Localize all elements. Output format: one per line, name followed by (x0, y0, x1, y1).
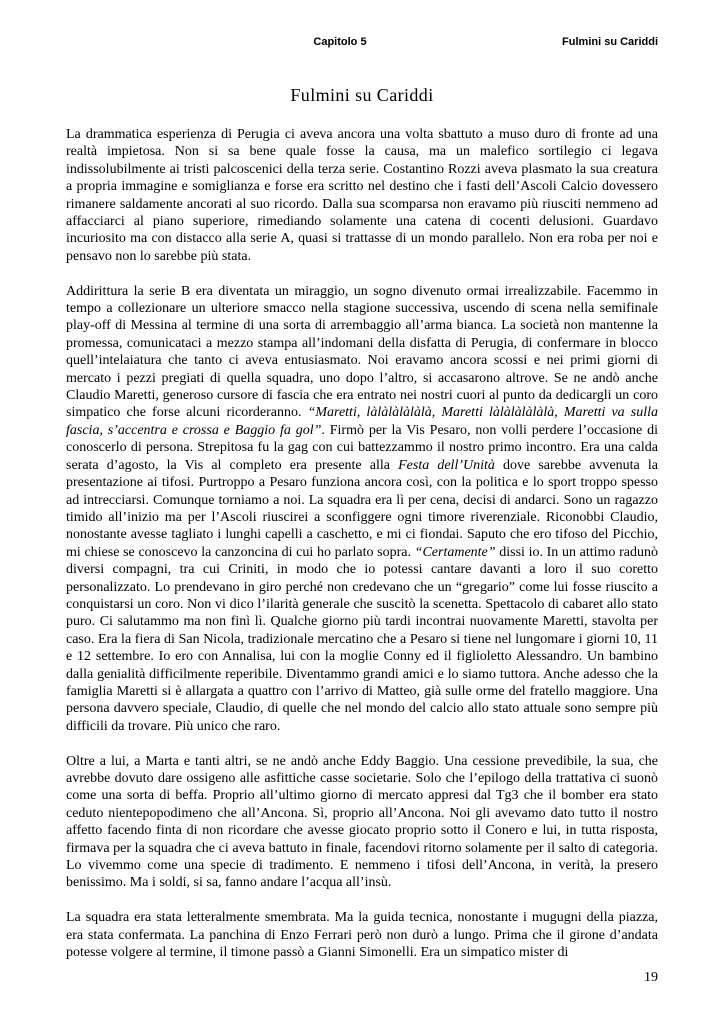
paragraph: La squadra era stata letteralmente smembrata. Ma la guida tecnica, nonostante i mugugni della piazza, era stata confermata. La panchina di Enzo Ferrari però non durò a lungo. Prima che il girone d’andata potesse volgere al termine, il timone passò a Gianni Simonelli. Era un simpatico mister di (66, 910, 658, 961)
paragraph: Addirittura la serie B era diventata un miraggio, un sogno divenuto ormai irrealizzabile. Facemmo in tempo a collezionare un ulteriore smacco nella stagione successiva, uscendo di scena nella semifinale play-off di Messina al termine di una sorta di arrembaggio all’arma bianca. La società non mantenne la promessa, comunicataci a mezzo stampa all’indomani della disfatta di Perugia, di confermare in blocco quell’intelaiatura che tanto ci aveva entusiasmato. Noi eravamo ancora scossi e nei primi giorni di mercato i pezzi pregiati di quella squadra, uno dopo l’altro, si accasarono altrove. Se ne andò anche Claudio Maretti, generoso cursore di fascia che era entrato nei nostri cuori al punto da dedicargli un coro simpatico che forse alcuni ricorderanno. “Maretti, làlàlàlàlàlà, Maretti làlàlàlàlàlà, Maretti va sulla fascia, s’accentra e crossa e Baggio fa gol”. Firmò per la Vis Pesaro, non volli perdere l’occasione di conoscerlo di persona. Strepitosa fu la gag con cui battezzammo il nostro primo incontro. Era una calda serata d’agosto, la Vis al completo era presente alla Festa dell’Unità dove sarebbe avvenuta la presentazione ai tifosi. Purtroppo a Pesaro funziona ancora così, con la politica e lo sport troppo spesso ad intrecciarsi. Comunque torniamo a noi. La squadra era lì per cena, decisi di andarci. Sono un ragazzo timido all’inizio ma per l’Ascoli riuscirei a sconfiggere ogni timore riverenziale. Riconobbi Claudio, nonostante avesse tagliato i lunghi capelli a caschetto, e mi ci fiondai. Saputo che ero tifoso del Picchio, mi chiese se conoscevo la canzoncina di cui ho parlato sopra. “Certamente” dissi io. In un attimo radunò diversi compagni, tra cui Criniti, in modo che io potessi cantare davanti a loro il suo coretto personalizzato. Lo prendevano in giro perché non credevano che un “gregario” come lui fosse riuscito a conquistarsi un coro. Non vi dico l’ilarità generale che suscitò la scenetta. Spettacolo di cabaret allo stato puro. Ci salutammo ma non finì lì. Qualche giorno più tardi incontrai nuovamente Maretti, stavolta per caso. Era la fiera di San Nicola, tradizionale mercatino che a Pesaro si tiene nel lungomare i giorni 10, 11 e 12 settembre. Io ero con Annalisa, lui con la moglie Conny ed il figlioletto Alessandro. Un bambino dalla genialità difficilmente reperibile. Diventammo grandi amici e lo siamo tuttora. Anche adesso che la famiglia Maretti si è allargata a quattro con l’arrivo di Matteo, già sulle orme del fratello maggiore. Una persona davvero speciale, Claudio, di quelle che nel mondo del calcio allo stato attuale sono sempre più difficili da trovare. Più unico che raro. (66, 283, 659, 734)
paragraph: Oltre a lui, a Marta e tanti altri, se ne andò anche Eddy Baggio. Una cessione prevedibile, la sua, che avrebbe dovuto dare ossigeno alle asfittiche casse societarie. Solo che l’epilogo della trattativa ci suonò come una sorta di beffa. Proprio all’ultimo giorno di mercato appresi dal Tg3 che il bomber era stato ceduto nientepopodimeno che all’Ancona. Sì, proprio all’Ancona. Noi gli avevamo dato tutto il nostro affetto facendo finta di non ricordare che avesse giocato proprio sotto il Conero e lui, in tutta risposta, firmava per la squadra che ci aveva battuto in finale, facendovi ritorno solamente per il salto di categoria. Lo vivemmo come una specie di tradimento. E nemmeno i tifosi dell’Ancona, in verità, la presero benissimo. Ma i soldi, si sa, fanno andare l’acqua all’insù. (66, 753, 658, 891)
running-header (66, 36, 658, 49)
page-number: 19 (644, 970, 658, 985)
running-header-chapter: Capitolo 5 (313, 36, 367, 48)
chapter-title: Fulmini su Cariddi (290, 85, 434, 105)
body-text (66, 126, 658, 961)
paragraph: La drammatica esperienza di Perugia ci aveva ancora una volta sbattuto a muso duro di fronte ad una realtà impietosa. Non si sa bene quale fosse la causa, ma un malefico sortilegio ci legava indissolubilmente ai tristi palcoscenici della terza serie. Costantino Rozzi aveva plasmato la sua creatura a propria immagine e somiglianza e forse era scritto nel destino che i fasti dell’Ascoli Calcio dovessero rimanere saldamente ancorati al suo ricordo. Dalla sua scomparsa non eravamo più riusciti nemmeno ad affacciarci al piano superiore, rimediando solamente una catena di cocenti delusioni. Guardavo incuriosito ma con distacco alla serie A, quasi si trattasse di un mondo parallelo. Non era roba per noi e pensavo non lo sarebbe più stata. (66, 127, 658, 264)
running-header-book-title: Fulmini su Cariddi (562, 36, 658, 48)
